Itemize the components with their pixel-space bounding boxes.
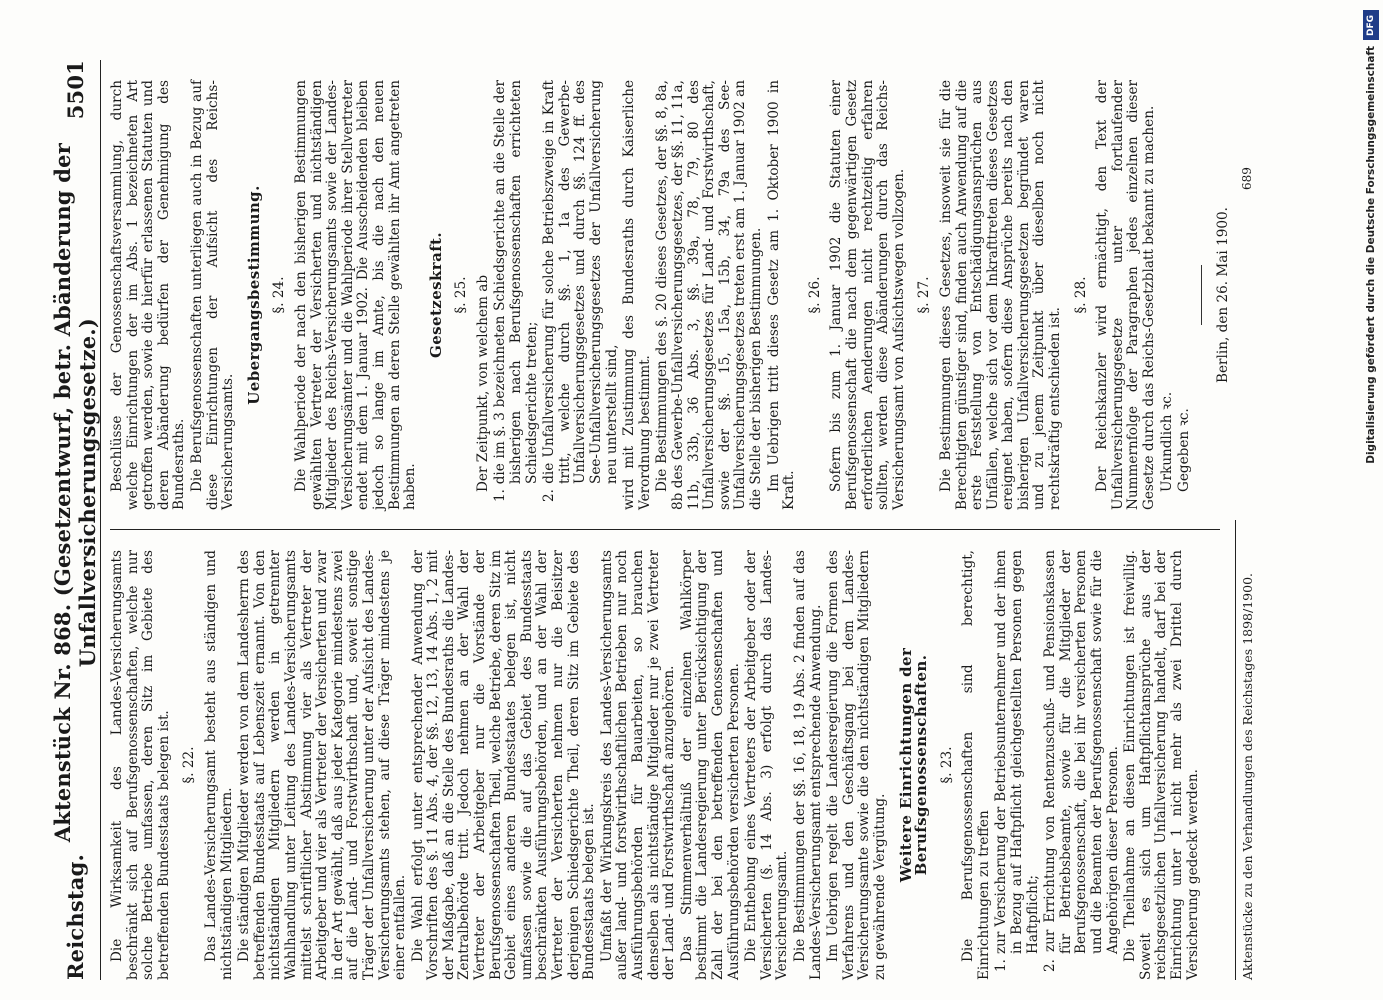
- page-header: [50, 60, 101, 980]
- paragraph: Die Berufsgenossenschaften unterliegen auch in Bezug auf diese Einrichtungen der Aufsicht des Reichs-Versicherungsamts.: [188, 80, 237, 510]
- section-heading: Gesetzeskraft.: [426, 232, 445, 358]
- paragraph: Der Zeitpunkt, von welchem ab: [474, 274, 491, 492]
- section-number: §. 26.: [806, 276, 823, 314]
- section-number: §. 23.: [938, 746, 955, 784]
- digitization-credit: [1362, 10, 1380, 990]
- header-left: Reichstag.: [62, 854, 88, 980]
- paragraph: wird mit Zustimmung des Bundesraths durch Kaiserliche Verordnung bestimmt.: [621, 80, 653, 510]
- page-number: 5501: [62, 60, 88, 120]
- paragraph: Das Landes-Versicherungsamt besteht aus ständigen und nichtständigen Mitgliedern.: [202, 550, 235, 980]
- paragraph: Umfaßt der Wirkungskreis des Landes-Versicherungsamts außer land- und forstwirthschaftlichen Betrieben nur noch Ausführungsbehörden für Bauarbeiten, so brauchen denselben als nichtständige Mitglieder nur je zwei Vertreter der Land- und Forstwirthschaft anzugehören.: [598, 550, 678, 980]
- paragraph: Im Uebrigen tritt dieses Gesetz am 1. Oktober 1900 in Kraft.: [765, 80, 798, 510]
- paragraph: Die Wahlperiode der nach den bisherigen Bestimmungen gewählten Vertreter der Versicherten und nichtständigen Mitglieder des Reichs-Versicherungsamts sowie der Landes-Versicherungsämter und die Wahlperiode ihrer Stellvertreter endet mit dem 1. Januar 1902. Die Ausscheidenden bleiben jedoch so lange im Amte, bis die nach den neuen Bestimmungen an deren Stelle gewählten ihr Amt angetreten haben.: [292, 80, 419, 510]
- paragraph: Die Bestimmungen dieses Gesetzes, insoweit sie für die Berechtigten günstiger sind, finden auch Anwendung auf die erste Feststellung von Entschädigungsansprüchen aus Unfällen, welche sich vor dem Inkrafttreten dieses Gesetzes ereignet haben, sofern diese Ansprüche bereits nach den bisherigen Unfallversicherungsgesetzen begründet waren und zu jenem Zeitpunkt über dieselben noch nicht rechtskräftig entschieden ist.: [937, 80, 1064, 510]
- rule-line: [1201, 265, 1202, 325]
- column-divider: [110, 529, 1220, 530]
- right-column: [109, 80, 1231, 510]
- list-item: 1. die im §. 3 bezeichneten Schiedsgerichte an die Stelle der bisherigen nach Berufsgenossenschaften errichteten Schiedsgerichte treten;: [492, 80, 540, 502]
- paragraph: Die Wirksamkeit des Landes-Versicherungsamts beschränkt sich auf Berufsgenossenschaften, welche nur solche Betriebe umfassen, deren Sitz im Gebiete des betreffenden Bundesstaats belegen ist.: [109, 550, 172, 980]
- section-number: §. 24.: [271, 276, 288, 314]
- section-number: §. 22.: [181, 746, 198, 784]
- paragraph: Die ständigen Mitglieder werden von dem Landesherrn des betreffenden Bundesstaats auf Lebenszeit ernannt. Von den nichtständigen Mitgliedern werden in getrennter Wahlhandlung unter Leitung des Landes-Versicherungsamts mittelst schriftlicher Abstimmung vier als Vertreter der Arbeitgeber und vier als Vertreter der Versicherten und zwar in der Art gewählt, daß aus jeder Kategorie mindestens zwei auf die Land- und Forstwirthschaft und, soweit sonstige Träger der Unfallversicherung unter der Aufsicht des Landes-Versicherungsamts stehen, auf diese Träger mindestens je einer entfallen.: [236, 550, 409, 980]
- paragraph: Beschlüsse der Genossenschaftsversammlung, durch welche Einrichtungen der im Abs. 1 bezeichneten Art getroffen werden, sowie die hierfür erlassenen Statuten und deren Abänderung bedürfen der Genehmigung des Bundesraths.: [109, 80, 188, 510]
- paragraph: Der Reichskanzler wird ermächtigt, den Text der Unfallversicherungsgesetze unter fortlaufender Nummernfolge der Paragraphen jedes einzelnen dieser Gesetze durch das Reichs-Gesetzblatt bekannt zu machen.: [1094, 80, 1158, 510]
- paragraph: Die Bestimmungen der §§. 16, 18, 19 Abs. 2 finden auf das Landes-Versicherungsamt entsprechende Anwendung.: [791, 550, 824, 980]
- section-heading: Weitere Einrichtungen der Berufsgenossenschaften.: [896, 647, 931, 883]
- paragraph: Die Theilnahme an diesen Einrichtungen ist freiwillig. Soweit es sich um Haftpflichtansprüche aus der reichsgesetzlichen Unfallversicherung handelt, darf bei der Einrichtung unter 1 nicht mehr als zwei Drittel durch Versicherung gedeckt werden.: [1122, 550, 1201, 980]
- dfg-logo-icon: DFG: [1363, 10, 1379, 40]
- section-number: §. 28.: [1072, 276, 1089, 314]
- paragraph: Die Enthebung eines Vertreters der Arbeitgeber oder der Versicherten (§. 14 Abs. 3) erfolgt durch das Landes-Versicherungsamt.: [743, 550, 791, 980]
- header-title: Aktenstück Nr. 868. (Gesetzentwurf, betr. Abänderung der Unfallversicherungsgesetze.): [50, 142, 100, 843]
- paragraph: Das Stimmenverhältniß der einzelnen Wahlkörper bestimmt die Landesregierung unter Berücksichtigung der Zahl der bei den betreffenden Genossenschaften und Ausführungsbehörden versicherten Personen.: [678, 550, 742, 980]
- section-number: §. 25.: [453, 276, 470, 314]
- document-page: [50, 60, 1280, 980]
- footer-source: Aktenstücke zu den Verhandlungen des Reichstages 1898/1900.: [1235, 520, 1255, 980]
- paragraph: Im Uebrigen regelt die Landesregierung die Formen des Verfahrens und den Geschäftsgang bei dem Landes-Versicherungsamte sowie die den nichtständigen Mitgliedern zu gewährende Vergütung.: [825, 550, 888, 980]
- paragraph: Sofern bis zum 1. Januar 1902 die Statuten einer Berufsgenossenschaft die nach dem gegenwärtigen Gesetz erforderlichen Aenderungen nicht rechtzeitig erfahren sollten, werden diese Abänderungen durch das Reichs-Versicherungsamt von Aufsichtswegen vollzogen.: [828, 80, 907, 510]
- list-item: 1. zur Versicherung der Betriebsunternehmer und der ihnen in Bezug auf Haftpflicht gleichgestellten Personen gegen Haftpflicht;: [993, 550, 1041, 972]
- sheet-number: 689: [1240, 167, 1254, 190]
- signature-line: Gegeben ꝛc.: [1176, 408, 1193, 492]
- section-number: §. 27.: [916, 276, 933, 314]
- dateline: Berlin, den 26. Mai 1900.: [1214, 207, 1231, 383]
- paragraph: Die Wahl erfolgt unter entsprechender Anwendung der Vorschriften des §. 11 Abs. 4, der §§. 12, 13, 14 Abs. 1, 2 mit der Maßgabe, daß an die Stelle des Bundesraths die Landes-Zentralbehörde tritt. Jedoch nehmen an der Wahl der Vertreter der Arbeitgeber nur die Vorstände der Berufsgenossenschaften Theil, welche Betriebe, deren Sitz im Gebiet eines anderen Bundesstaates belegen ist, nicht umfassen sowie die auf das Gebiet des Bundesstaats beschränkten Ausführungsbehörden, und an der Wahl der Vertreter der Versicherten nehmen nur die Beisitzer derjenigen Schiedsgerichte Theil, deren Sitz im Gebiete des Bundesstaats belegen ist.: [409, 550, 598, 980]
- left-column: [110, 550, 1220, 980]
- list-item: 2. zur Errichtung von Rentenzuschuß- und Pensionskassen für Betriebsbeamte, sowie für die Mitglieder der Berufsgenossenschaft, die bei ihr versicherten Personen und die Beamten der Berufsgenossenschaft sowie für die Angehörigen dieser Personen.: [1042, 550, 1121, 972]
- section-heading: Uebergangsbestimmung.: [244, 185, 263, 405]
- list-item: 2. die Unfallversicherung für solche Betriebszweige in Kraft tritt, welche durch §§. 1, 1a des Gewerbe-Unfallversicherungsgesetzes und durch §§. 124 ff. des See-Unfallversicherungsgesetzes der Unfallversicherung neu unterstellt sind,: [541, 80, 620, 502]
- text-columns: [109, 60, 1231, 980]
- paragraph: Die Bestimmungen des §. 20 dieses Gesetzes, der §§. 8, 8a, 8b des Gewerbe-Unfallversicherungsgesetzes, der §§. 11, 11a, 11b, 33b, 36 Abs. 3, §§. 39a, 78, 79, 80 des Unfallversicherungsgesetzes für Land- und Forstwirthschaft, sowie der §§. 15, 15a, 15b, 34, 79a des See-Unfallversicherungsgesetzes treten erst am 1. Januar 1902 an die Stelle der bisherigen Bestimmungen.: [654, 80, 764, 510]
- signature-line: Urkundlich ꝛc.: [1158, 391, 1175, 492]
- paragraph: Die Berufsgenossenschaften sind berechtigt, Einrichtungen zu treffen: [960, 550, 992, 980]
- credit-text: Digitalisierung gefördert durch die Deutsche Forschungsgemeinschaft: [1365, 46, 1377, 464]
